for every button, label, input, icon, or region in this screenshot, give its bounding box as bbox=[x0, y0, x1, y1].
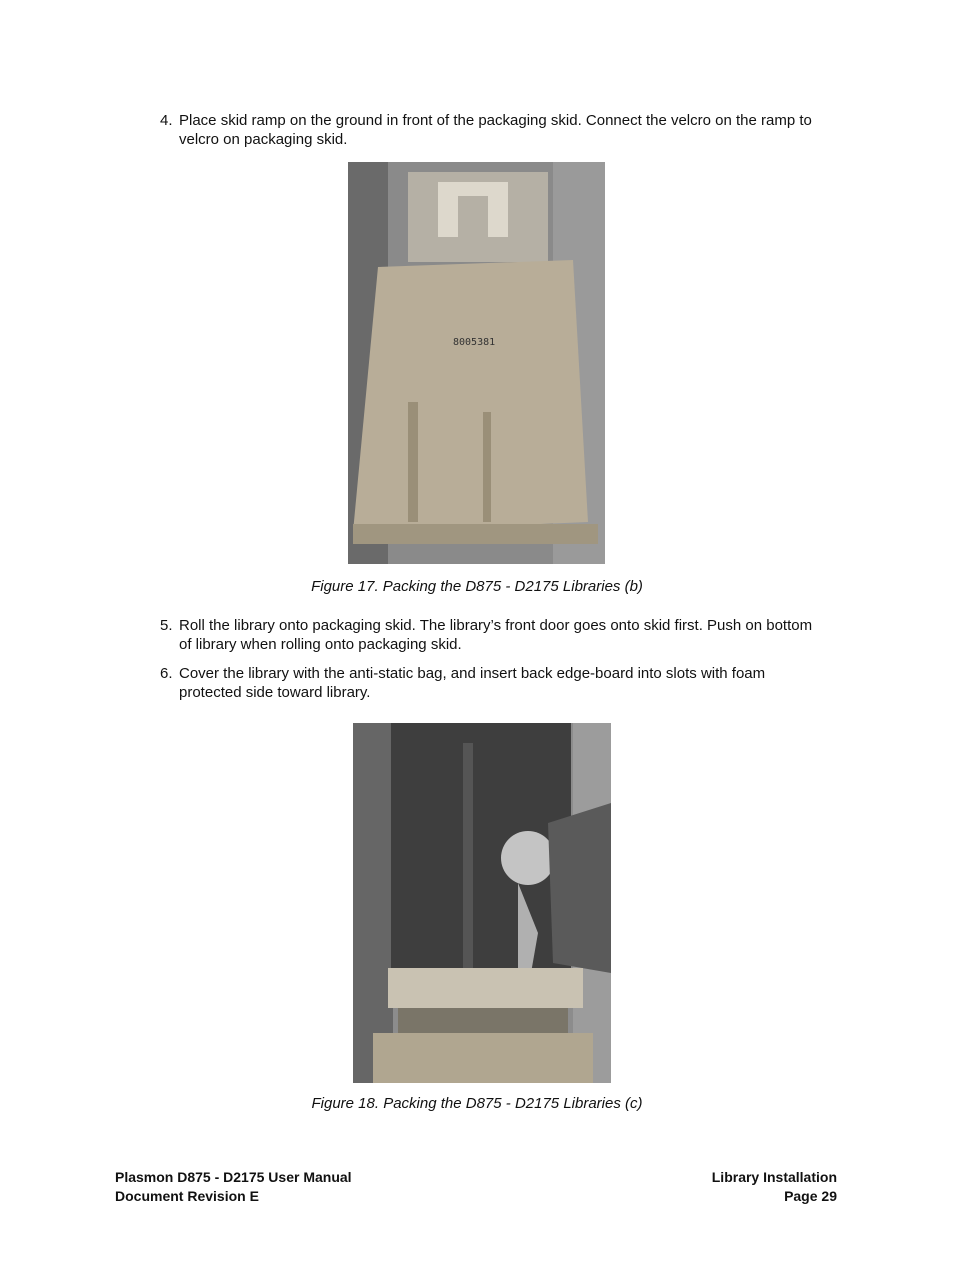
footer-section: Library Installation bbox=[711, 1169, 837, 1185]
figure-17-caption: Figure 17. Packing the D875 - D2175 Libraries (b) bbox=[311, 578, 643, 595]
footer-manual-title: Plasmon D875 - D2175 User Manual bbox=[115, 1169, 352, 1185]
step-number: 5. bbox=[160, 617, 173, 634]
footer-page-number: Page 29 bbox=[784, 1188, 837, 1204]
skid-stencil-number: 8005381 bbox=[453, 337, 496, 348]
figure-18-photo bbox=[353, 723, 611, 1083]
figure-18-caption: Figure 18. Packing the D875 - D2175 Libraries (c) bbox=[311, 1095, 643, 1112]
step-text: Cover the library with the anti-static bag, and insert back edge-board into slots with foam protected side toward library. bbox=[179, 665, 766, 701]
step-number: 6. bbox=[160, 665, 173, 682]
footer-revision: Document Revision E bbox=[115, 1188, 259, 1204]
step-5 bbox=[160, 616, 820, 654]
step-4 bbox=[160, 111, 820, 149]
step-6 bbox=[160, 664, 820, 702]
step-text: Roll the library onto packaging skid. The library’s front door goes onto skid first. Push on bottom of library when rolling onto packaging skid. bbox=[179, 617, 813, 653]
figure-17-photo bbox=[348, 162, 605, 564]
step-text: Place skid ramp on the ground in front of the packaging skid. Connect the velcro on the ramp to velcro on packaging skid. bbox=[179, 112, 812, 148]
step-number: 4. bbox=[160, 112, 173, 129]
